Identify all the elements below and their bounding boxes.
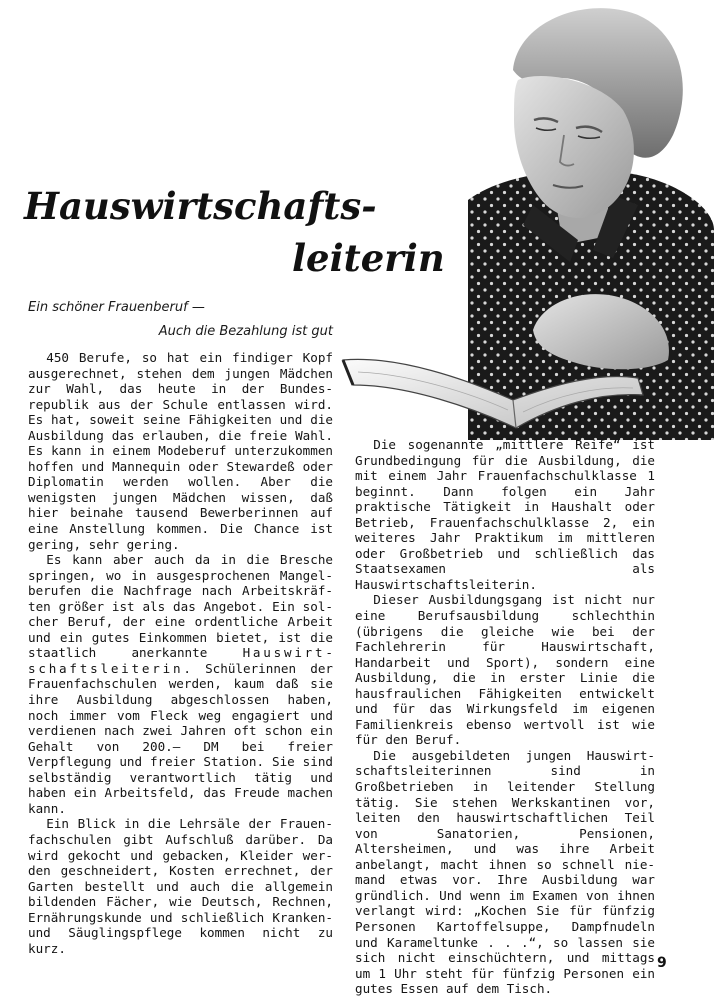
- page-number: 9: [657, 955, 667, 971]
- left-text-column: [28, 350, 333, 956]
- article-title: [24, 180, 444, 284]
- paragraph: 450 Berufe, so hat ein findiger Kopf ausgerechnet, stehen dem jungen Mädchen zur Wahl, das heute in der Bundesrepublik aus der Schule entlassen wird. Es hat, soweit seine Fähigkeiten und die Ausbildung das erlauben, die freie Wahl. Es kann in einem Modeberuf unterzukommen hoffen und Mannequin oder Stewardeß oder Diplomatin werden wollen. Aber die wenigsten jungen Mädchen wissen, daß hier beinahe tausend Bewerberinnen auf eine Anstellung kommen. Die Chance ist gering, sehr gering.: [28, 350, 333, 552]
- paragraph: Ein Blick in die Lehrsäle der Frauenfachschulen gibt Aufschluß darüber. Da wird gekocht und gebacken, Kleider werden geschneidert, Kosten errechnet, der Garten bestellt und auch die allgemein bildenden Fächer, wie Deutsch, Rechnen, Ernährungskunde und schließlich Kranken- und Säuglingspflege kommen nicht zu kurz.: [28, 816, 333, 956]
- paragraph: Die ausgebildeten jungen Hauswirtschaftsleiterinnen sind in Großbetrieben in leitender Stellung tätig. Sie stehen Werkskantinen vor, leiten den hauswirtschaftlichen Teil von Sanatorien, Pensionen, Altersheimen, und was ihre Arbeit anbelangt, macht ihnen so schnell niemand etwas vor. Ihre Ausbildung war gründlich. Und wenn im Examen von ihnen verlangt wird: „Kochen Sie für fünfzig Personen Kartoffelsuppe, Dampfnudeln und Karameltunke . . .“, so lassen sie sich nicht einschüchtern, und mittags um 1 Uhr steht für fünfzig Personen ein gutes Essen auf dem Tisch.: [355, 747, 655, 997]
- paragraph: Die sogenannte „mittlere Reife“ ist Grundbedingung für die Ausbildung, die mit einem Jahr Frauenfachschulklasse 1 beginnt. Dann folgen ein Jahr praktische Tätigkeit in Haushalt oder Betrieb, Frauenfachschulklasse 2, ein weiteres Jahr Praktikum im mittleren oder Großbetrieb und schließlich das Staatsexamen als Hauswirtschaftsleiterin.: [355, 437, 655, 592]
- right-text-column: [355, 437, 655, 997]
- subtitle-line-2: Auch die Bezahlung ist gut: [158, 324, 333, 339]
- subtitle-line-1: Ein schöner Frauenberuf —: [28, 300, 205, 315]
- title-line-2: leiterin: [292, 236, 445, 280]
- paragraph-text: . Schülerinnen der Frauenfachschulen werden, kaum daß sie ihre Ausbildung abgeschlossen haben, noch immer vom Fleck weg engagiert und verdienen nach zwei Jahren oft schon ein Gehalt von 200.— DM bei freier Verpflegung und freier Station. Sie sind selbständig verantwortlich tätig und haben ein Arbeitsfeld, das Freude machen kann.: [28, 660, 333, 816]
- title-line-1: Hauswirtschafts-: [24, 184, 377, 228]
- article-subtitle: [28, 296, 333, 344]
- paragraph: Dieser Ausbildungsgang ist nicht nur eine Berufsausbildung schlechthin (übrigens die gleiche wie bei der Fachlehrerin für Hauswirtschaft, Handarbeit und Sport), sondern eine Ausbildung, die in erster Linie die hausfraulichen Fähigkeiten entwickelt und für das Wirkungsfeld im eigenen Familienkreis ebenso wertvoll ist wie für den Beruf.: [355, 592, 655, 748]
- paragraph-text: Es kann aber auch da in die Bresche springen, wo in ausgesprochenen Mangelberufen die Nachfrage nach Arbeitskräften größer ist als das Angebot. Ein solcher Beruf, der eine ordentliche Arbeit und ein gutes Einkommen bietet, ist die staatlich anerkannte: [28, 552, 333, 661]
- spaced-term: Hauswirtschaftsleiterin: [28, 645, 333, 676]
- paragraph: [28, 552, 333, 816]
